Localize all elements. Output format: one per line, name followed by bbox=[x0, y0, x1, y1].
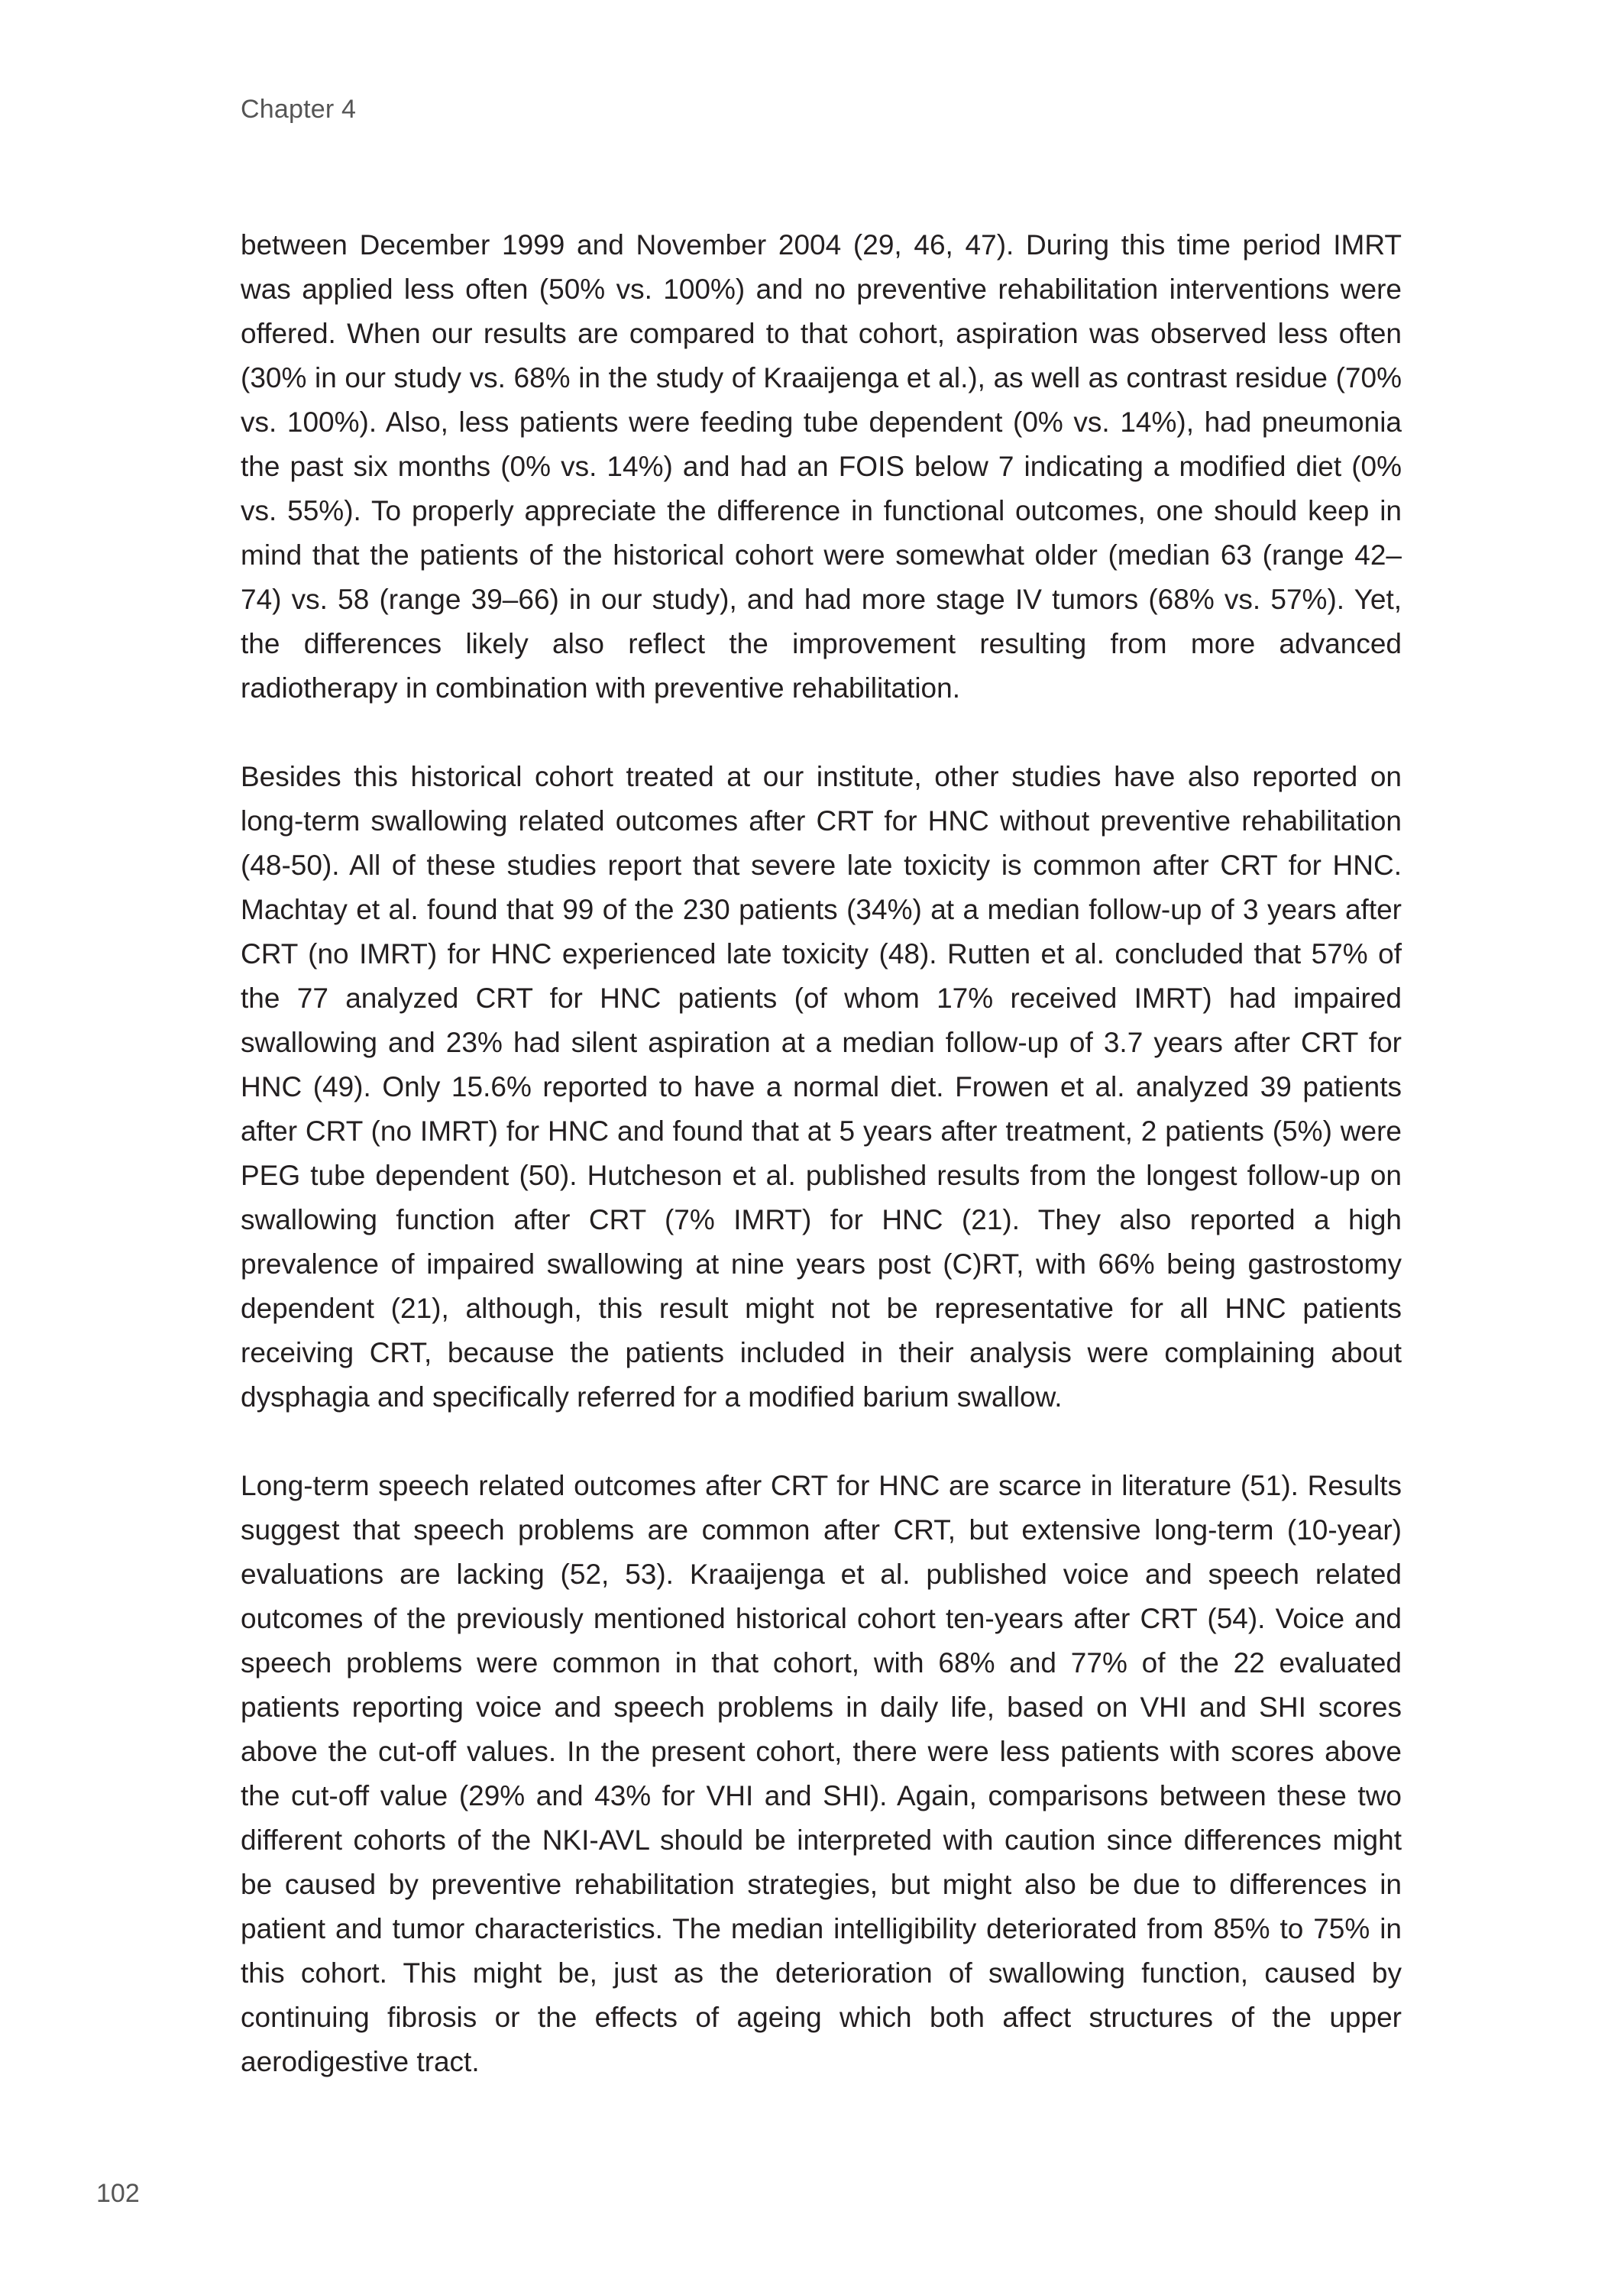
paragraph-2: Besides this historical cohort treated at our institute, other studies have also reported on long-term swallowing related outcomes after CRT for HNC without preventive rehabilitation (48-50). All of these studies report that severe late toxicity is common after CRT for HNC. Machtay et al. found that 99 of the 230 patients (34%) at a median follow-up of 3 years after CRT (no IMRT) for HNC experienced late toxicity (48). Rutten et al. concluded that 57% of the 77 analyzed CRT for HNC patients (of whom 17% received IMRT) had impaired swallowing and 23% had silent aspiration at a median follow-up of 3.7 years after CRT for HNC (49). Only 15.6% reported to have a normal diet. Frowen et al. analyzed 39 patients after CRT (no IMRT) for HNC and found that at 5 years after treatment, 2 patients (5%) were PEG tube dependent (50). Hutcheson et al. published results from the longest follow-up on swallowing function after CRT (7% IMRT) for HNC (21). They also reported a high prevalence of impaired swallowing at nine years post (C)RT, with 66% being gastrostomy dependent (21), although, this result might not be representative for all HNC patients receiving CRT, because the patients included in their analysis were complaining about dysphagia and specifically referred for a modified barium swallow. bbox=[241, 761, 1402, 1413]
running-head: Chapter 4 bbox=[241, 95, 357, 124]
body-text bbox=[241, 223, 1402, 2129]
paragraph-1: between December 1999 and November 2004 (29, 46, 47). During this time period IMRT was applied less often (50% vs. 100%) and no preventive rehabilitation interventions were offered. When our results are compared to that cohort, aspiration was observed less often (30% in our study vs. 68% in the study of Kraaijenga et al.), as well as contrast residue (70% vs. 100%). Also, less patients were feeding tube dependent (0% vs. 14%), had pneumonia the past six months (0% vs. 14%) and had an FOIS below 7 indicating a modified diet (0% vs. 55%). To properly appreciate the difference in functional outcomes, one should keep in mind that the patients of the historical cohort were somewhat older (median 63 (range 42–74) vs. 58 (range 39–66) in our study), and had more stage IV tumors (68% vs. 57%). Yet, the differences likely also reflect the improvement resulting from more advanced radiotherapy in combination with preventive rehabilitation. bbox=[241, 229, 1402, 704]
page-number: 102 bbox=[96, 2179, 140, 2208]
paragraph-3: Long-term speech related outcomes after CRT for HNC are scarce in literature (51). Results suggest that speech problems are common after CRT, but extensive long-term (10-year) evaluations are lacking (52, 53). Kraaijenga et al. published voice and speech related outcomes of the previously mentioned historical cohort ten-years after CRT (54). Voice and speech problems were common in that cohort, with 68% and 77% of the 22 evaluated patients reporting voice and speech problems in daily life, based on VHI and SHI scores above the cut-off values. In the present cohort, there were less patients with scores above the cut-off value (29% and 43% for VHI and SHI). Again, comparisons between these two different cohorts of the NKI-AVL should be interpreted with caution since differences might be caused by preventive rehabilitation strategies, but might also be due to differences in patient and tumor characteristics. The median intelligibility deteriorated from 85% to 75% in this cohort. This might be, just as the deterioration of swallowing function, caused by continuing fibrosis or the effects of ageing which both affect structures of the upper aerodigestive tract. bbox=[241, 1470, 1402, 2077]
